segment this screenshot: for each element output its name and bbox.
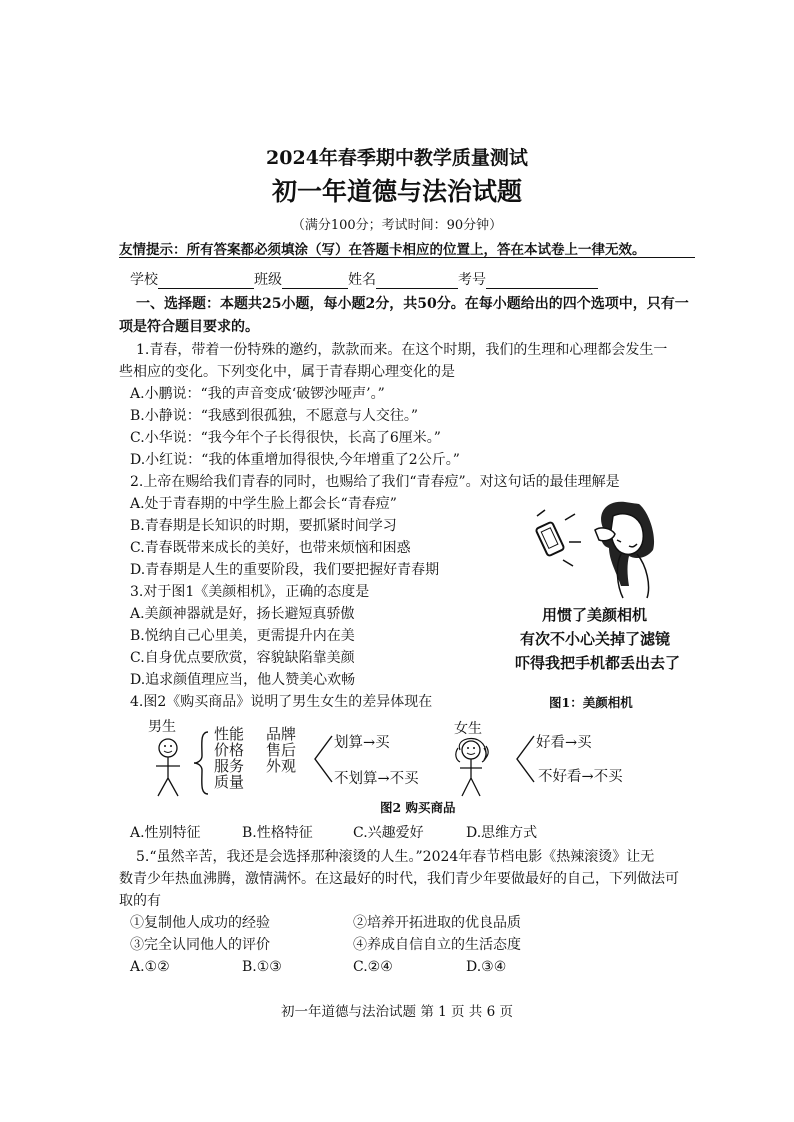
q4-option-d: D.思维方式 bbox=[466, 825, 538, 841]
factor-appearance: 外观 bbox=[266, 757, 297, 775]
factor-after-sales: 售后 bbox=[266, 741, 297, 759]
q5-stem-line1: 5.“虽然辛苦，我还是会选择那种滚烫的人生。”2024年春节档电影《热辣滚烫》让无 bbox=[136, 849, 655, 865]
factor-price: 价格 bbox=[214, 741, 245, 759]
paper-title: 初一年道德与法治试题 bbox=[271, 177, 522, 206]
q4-option-a: A.性别特征 bbox=[130, 825, 201, 841]
q5-item-2: ②培养开拓进取的优良品质 bbox=[353, 915, 521, 931]
q1-option-a: A.小鹏说：“我的声音变成‘破锣沙哑声’。” bbox=[130, 386, 385, 402]
q5-item-4: ④养成自信自立的生活态度 bbox=[353, 937, 521, 953]
fig1-text-line1: 用惯了美颜相机 bbox=[542, 606, 648, 624]
q2-option-c: C.青春既带来成长的美好，也带来烦恼和困惑 bbox=[130, 540, 411, 556]
name-label: 姓名 bbox=[348, 272, 376, 288]
q3-option-b: B.悦纳自己心里美，更需提升内在美 bbox=[130, 628, 355, 644]
male-no-buy: 不划算→不买 bbox=[334, 771, 419, 787]
male-label: 男生 bbox=[148, 719, 176, 735]
exam-meta: （满分100分；考试时间：90分钟） bbox=[291, 218, 503, 233]
q3-option-a: A.美颜神器就是好，扬长避短真骄傲 bbox=[130, 606, 355, 622]
female-label: 女生 bbox=[454, 721, 482, 737]
female-stick-figure bbox=[450, 736, 494, 798]
q2-stem: 2.上帝在赐给我们青春的同时，也赐给了我们“青春痘”。对这句话的最佳理解是 bbox=[130, 474, 620, 490]
q5-option-c: C.②④ bbox=[353, 959, 393, 975]
q2-option-d: D.青春期是人生的重要阶段，我们要把握好青春期 bbox=[130, 562, 440, 578]
factor-service: 服务 bbox=[214, 757, 245, 775]
fig1-text-line3: 吓得我把手机都丢出去了 bbox=[515, 654, 681, 672]
q5-stem-line3: 取的有 bbox=[119, 893, 161, 909]
factors-col2 bbox=[266, 726, 296, 774]
friendly-tip: 友情提示：所有答案都必须填涂（写）在答题卡相应的位置上，答在本试卷上一律无效。 bbox=[119, 242, 646, 258]
male-buy: 划算→买 bbox=[334, 735, 390, 751]
class-field[interactable] bbox=[282, 274, 348, 289]
q5-option-b: B.①③ bbox=[242, 959, 282, 975]
male-decision-bracket bbox=[312, 734, 336, 784]
section-heading-line1: 一、选择题：本题共25小题，每小题2分，共50分。在每小题给出的四个选项中，只有一 bbox=[136, 296, 689, 312]
female-buy: 好看→买 bbox=[536, 735, 592, 751]
exam-title: 2024年春季期中教学质量测试 bbox=[266, 147, 528, 169]
school-field[interactable] bbox=[158, 274, 254, 289]
q3-option-d: D.追求颜值理应当，他人赞美心欢畅 bbox=[130, 672, 356, 688]
page-footer: 初一年道德与法治试题 第 1 页 共 6 页 bbox=[281, 1004, 513, 1020]
factor-brand: 品牌 bbox=[266, 725, 297, 743]
class-label: 班级 bbox=[254, 272, 282, 288]
section-heading-line2: 项是符合题目要求的。 bbox=[119, 319, 259, 335]
q5-option-d: D.③④ bbox=[466, 959, 507, 975]
q1-stem-line2: 些相应的变化。下列变化中，属于青春期心理变化的是 bbox=[119, 364, 455, 380]
beauty-camera-cartoon bbox=[525, 490, 675, 600]
female-no-buy: 不好看→不买 bbox=[538, 769, 623, 785]
figure2-diagram bbox=[130, 716, 670, 796]
figure2-caption: 图2 购买商品 bbox=[380, 800, 456, 815]
factor-performance: 性能 bbox=[214, 725, 245, 743]
q5-stem-line2: 数青少年热血沸腾，激情满怀。在这最好的时代，我们青少年要做最好的自己，下列做法可 bbox=[119, 871, 679, 887]
fig1-text-line2: 有次不小心关掉了滤镜 bbox=[520, 630, 671, 648]
factor-quality: 质量 bbox=[214, 773, 245, 791]
exam-no-label: 考号 bbox=[458, 272, 486, 288]
q4-stem: 4.图2《购买商品》说明了男生女生的差异体现在 bbox=[130, 694, 433, 710]
q1-option-c: C.小华说：“我今年个子长得很快，长高了6厘米。” bbox=[130, 430, 441, 446]
q3-stem: 3.对于图1《美颜相机》，正确的态度是 bbox=[130, 584, 370, 600]
q3-option-c: C.自身优点要欣赏，容貌缺陷靠美颜 bbox=[130, 650, 355, 666]
q5-item-1: ①复制他人成功的经验 bbox=[130, 915, 270, 931]
q4-option-c: C.兴趣爱好 bbox=[353, 825, 424, 841]
q1-option-d: D.小红说：“我的体重增加得很快,今年增重了2公斤。” bbox=[130, 452, 460, 468]
q5-option-a: A.①② bbox=[130, 959, 170, 975]
q2-option-b: B.青春期是长知识的时期，要抓紧时间学习 bbox=[130, 518, 397, 534]
q1-option-b: B.小静说：“我感到很孤独，不愿意与人交往。” bbox=[130, 408, 419, 424]
male-brace bbox=[192, 730, 212, 796]
factors-col1 bbox=[214, 726, 244, 790]
figure1-caption: 图1：美颜相机 bbox=[549, 695, 633, 710]
school-label: 学校 bbox=[130, 272, 158, 288]
name-field[interactable] bbox=[376, 274, 458, 289]
male-stick-figure bbox=[150, 736, 186, 798]
female-decision-bracket bbox=[514, 734, 538, 784]
q4-option-b: B.性格特征 bbox=[242, 825, 313, 841]
q2-option-a: A.处于青春期的中学生脸上都会长“青春痘” bbox=[130, 496, 397, 512]
student-info-line bbox=[130, 269, 598, 289]
exam-no-field[interactable] bbox=[486, 274, 598, 289]
q5-item-3: ③完全认同他人的评价 bbox=[130, 937, 270, 953]
q1-stem-line1: 1.青春，带着一份特殊的邀约，款款而来。在这个时期，我们的生理和心理都会发生一 bbox=[136, 342, 668, 358]
tip-divider bbox=[119, 257, 695, 258]
